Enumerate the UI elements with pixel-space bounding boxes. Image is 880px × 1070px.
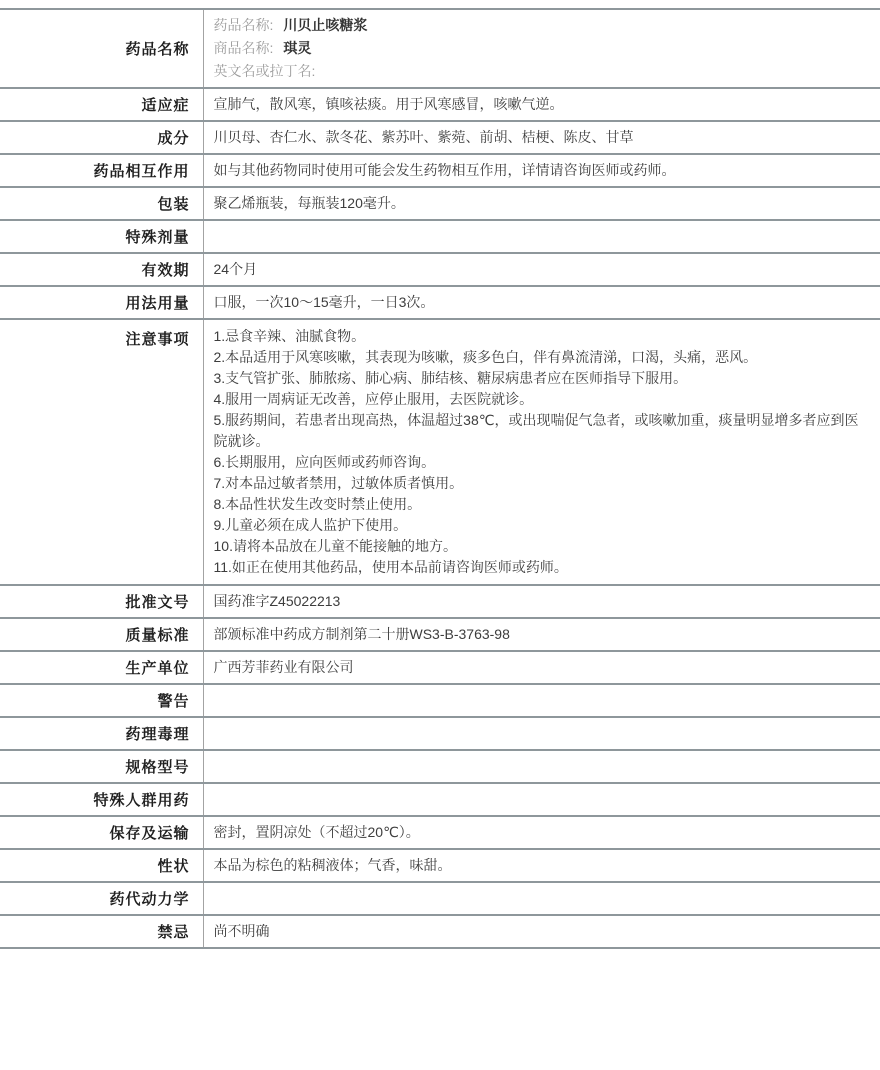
table-row (0, 882, 880, 915)
field-key: 英文名或拉丁名: (213, 63, 316, 79)
row-value: 川贝母、杏仁水、款冬花、紫苏叶、紫菀、前胡、桔梗、陈皮、甘草 (213, 129, 634, 145)
row-value (203, 882, 880, 915)
row-value: 宣肺气，散风寒，镇咳祛痰。用于风寒感冒，咳嗽气逆。 (213, 96, 564, 112)
table-row (0, 816, 880, 849)
row-label: 药品相互作用 (0, 154, 203, 187)
note-line: 3.支气管扩张、肺脓疡、肺心病、肺结核、糖尿病患者应在医师指导下服用。 (213, 370, 688, 386)
row-label: 成分 (0, 121, 203, 154)
drug-name-row (0, 9, 880, 88)
row-value (203, 9, 880, 88)
name-field-line (214, 60, 869, 83)
table-row (0, 88, 880, 121)
name-field-line (214, 14, 869, 37)
row-value (203, 684, 880, 717)
note-line: 6.长期服用，应向医师或药师咨询。 (213, 454, 436, 470)
row-label: 药品名称 (0, 9, 203, 88)
table-row (0, 651, 880, 684)
table-row (0, 915, 880, 948)
row-value (203, 220, 880, 253)
table-row (0, 253, 880, 286)
row-label: 批准文号 (0, 585, 203, 618)
row-label: 保存及运输 (0, 816, 203, 849)
row-label: 特殊剂量 (0, 220, 203, 253)
row-label: 药代动力学 (0, 882, 203, 915)
row-label: 有效期 (0, 253, 203, 286)
row-value: 尚不明确 (213, 923, 270, 939)
note-line: 8.本品性状发生改变时禁止使用。 (213, 496, 422, 512)
field-key: 药品名称: (213, 17, 274, 33)
field-value: 川贝止咳糖浆 (283, 17, 368, 33)
row-value: 广西芳菲药业有限公司 (213, 659, 354, 675)
note-line: 11.如正在使用其他药品，使用本品前请咨询医师或药师。 (213, 559, 568, 575)
row-label: 注意事项 (0, 319, 203, 585)
row-label: 包装 (0, 187, 203, 220)
row-value: 如与其他药物同时使用可能会发生药物相互作用，详情请咨询医师或药师。 (213, 162, 676, 178)
note-line: 1.忌食辛辣、油腻食物。 (213, 328, 366, 344)
note-line: 10.请将本品放在儿童不能接触的地方。 (213, 538, 457, 554)
note-line: 7.对本品过敏者禁用，过敏体质者慎用。 (213, 475, 464, 491)
row-value (203, 750, 880, 783)
table-row (0, 783, 880, 816)
row-value: 24个月 (213, 261, 258, 277)
row-label: 特殊人群用药 (0, 783, 203, 816)
row-label: 规格型号 (0, 750, 203, 783)
table-row (0, 187, 880, 220)
table-row (0, 717, 880, 750)
table-row (0, 849, 880, 882)
field-key: 商品名称: (213, 40, 274, 56)
row-value: 聚乙烯瓶装，每瓶装120毫升。 (213, 195, 405, 211)
table-row (0, 585, 880, 618)
row-value: 部颁标准中药成方制剂第二十册WS3-B-3763-98 (213, 626, 510, 642)
row-label: 警告 (0, 684, 203, 717)
table-row (0, 286, 880, 319)
row-label: 性状 (0, 849, 203, 882)
table-row (0, 154, 880, 187)
row-label: 适应症 (0, 88, 203, 121)
row-label: 生产单位 (0, 651, 203, 684)
row-value (203, 717, 880, 750)
row-label: 质量标准 (0, 618, 203, 651)
row-value: 本品为棕色的粘稠液体；气香，味甜。 (213, 857, 452, 873)
note-line: 2.本品适用于风寒咳嗽，其表现为咳嗽，痰多色白，伴有鼻流清涕，口渴，头痛，恶风。 (213, 349, 758, 365)
note-line: 9.儿童必须在成人监护下使用。 (213, 517, 408, 533)
drug-info-table (0, 8, 880, 949)
row-label: 药理毒理 (0, 717, 203, 750)
row-label: 禁忌 (0, 915, 203, 948)
table-row (0, 618, 880, 651)
table-row (0, 750, 880, 783)
row-value (203, 319, 880, 585)
table-row (0, 220, 880, 253)
table-row (0, 319, 880, 585)
field-value: 琪灵 (283, 40, 312, 56)
name-field-line (214, 37, 869, 60)
table-row (0, 684, 880, 717)
note-line: 5.服药期间，若患者出现高热，体温超过38℃，或出现喘促气急者，或咳嗽加重，痰量明显增多者应到医院就诊。 (213, 412, 859, 449)
table-row (0, 121, 880, 154)
row-label: 用法用量 (0, 286, 203, 319)
note-line: 4.服用一周病证无改善，应停止服用，去医院就诊。 (213, 391, 534, 407)
row-value: 口服，一次10～15毫升，一日3次。 (213, 294, 435, 310)
row-value: 国药准字Z45022213 (213, 593, 341, 609)
row-value (203, 783, 880, 816)
row-value: 密封，置阴凉处（不超过20℃）。 (213, 824, 420, 840)
